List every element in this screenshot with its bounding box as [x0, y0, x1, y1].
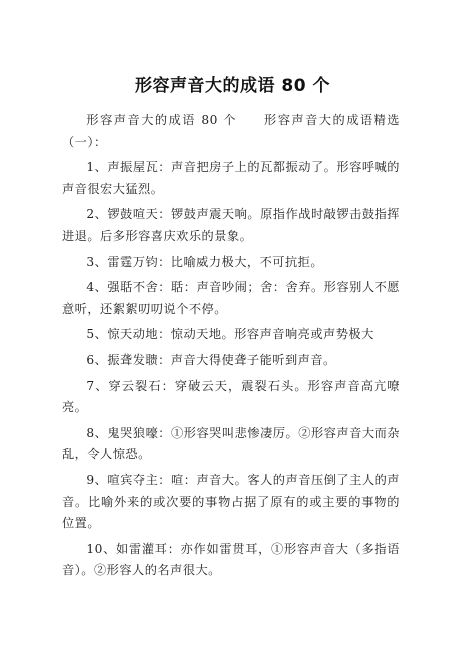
idiom-paragraph-10: 10、如雷灌耳：亦作如雷贯耳，①形容声音大（多指语音）。②形容人的名声很大。 — [62, 541, 400, 578]
idiom-paragraph-3: 3、雷霆万钧：比喻威力极大，不可抗拒。 — [86, 254, 324, 269]
idiom-paragraph-5: 5、惊天动地：惊动天地。形容声音响亮或声势极大 — [86, 327, 374, 342]
idiom-paragraph-6: 6、振聋发聩：声音大得使聋子能听到声音。 — [86, 352, 336, 367]
idiom-paragraph-7: 7、穿云裂石：穿破云天，震裂石头。形容声音高亢嘹亮。 — [62, 378, 400, 415]
document-body — [62, 110, 400, 586]
idiom-paragraph-9: 9、喧宾夺主：喧：声音大。客人的声音压倒了主人的声音。比喻外来的或次要的事物占据了原有的或主要的事物的位置。 — [62, 472, 400, 531]
intro-paragraph — [62, 110, 400, 153]
idiom-paragraph-8: 8、鬼哭狼嚎：①形容哭叫悲惨凄厉。②形容声音大而杂乱，令人惊恐。 — [62, 425, 400, 462]
document-title: 形容声音大的成语 80 个 — [135, 76, 330, 96]
intro-left-text: 形容声音大的成语 80 个 — [86, 113, 237, 127]
idiom-paragraph-1: 1、声振屋瓦：声音把房子上的瓦都振动了。形容呼喊的声音很宏大猛烈。 — [62, 160, 400, 196]
idiom-paragraph-4: 4、强聒不舍：聒：声音吵闹；舍：舍弃。形容别人不愿意听，还絮絮叨叨说个不停。 — [62, 280, 400, 316]
idiom-paragraph-2: 2、锣鼓喧天：锣鼓声震天响。原指作战时敲锣击鼓指挥进退。后多形容喜庆欢乐的景象。 — [62, 207, 400, 243]
intro-right-text: 形容声音大的成语精选（一）： — [62, 113, 400, 149]
